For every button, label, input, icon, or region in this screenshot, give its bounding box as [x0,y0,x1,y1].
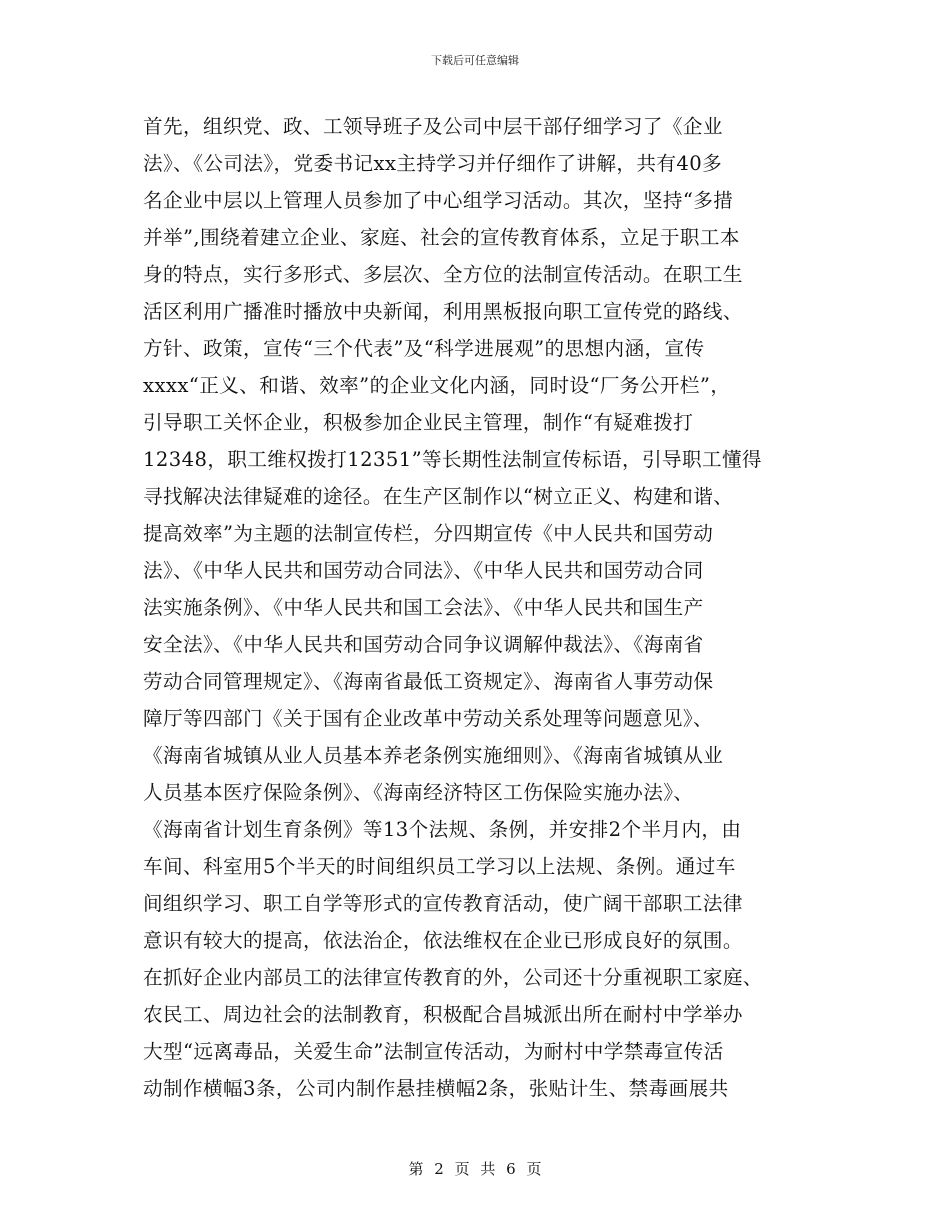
text-line-7: 方针、政策，宣传“三个代表”及“科学进展观”的思想内涵，宣传 [143,337,705,360]
text-line-1: 首先，组织党、政、工领导班子及公司中层干部仔细学习了《企业 [143,115,723,138]
text-line-27: 动制作横幅3条，公司内制作悬挂横幅2条，张贴计生、禁毒画展共 [143,1077,729,1100]
document-body [143,108,811,1107]
text-line-2: 法》、《公司法》，党委书记xx主持学习并仔细作了讲解，共有40多 [143,152,723,175]
text-line-8: xxxx“正义、和谐、效率”的企业文化内涵，同时设“厂务公开栏”， [143,374,731,397]
text-line-15: 安全法》、《中华人民共和国劳动合同争议调解仲裁法》、《海南省 [143,633,704,656]
text-line-26: 大型“远离毒品，关爱生命”法制宣传活动，为耐村中学禁毒宣传活 [143,1040,724,1063]
text-line-13: 法》、《中华人民共和国劳动合同法》、《中华人民共和国劳动合同 [143,559,704,582]
text-line-20: 《海南省计划生育条例》等13个法规、条例，并安排2个半月内，由 [143,818,742,841]
text-line-3: 名企业中层以上管理人员参加了中心组学习活动。其次，坚持“多措 [143,189,734,212]
text-line-18: 《海南省城镇从业人员基本养老条例实施细则》、《海南省城镇从业 [143,744,724,767]
text-line-12: 提高效率”为主题的法制宣传栏，分四期宣传《中人民共和国劳动 [143,522,714,545]
text-line-14: 法实施条例》、《中华人民共和国工会法》、《中华人民共和国生产 [143,596,704,619]
text-line-16: 劳动合同管理规定》、《海南省最低工资规定》、海南省人事劳动保 [143,670,714,693]
text-line-9: 引导职工关怀企业，积极参加企业民主管理，制作“有疑难拨打 [143,411,694,434]
text-line-25: 农民工、周边社会的法制教育，积极配合昌城派出所在耐村中学举办 [143,1003,743,1026]
page-number-footer: 第 2 页 共 6 页 [408,1160,542,1178]
text-line-17: 障厅等四部门《关于国有企业改革中劳动关系处理等问题意见》、 [143,707,714,730]
text-line-10: 12348，职工维权拨打12351”等长期性法制宣传标语，引导职工懂得 [143,448,762,471]
text-line-4: 并举”,围绕着建立企业、家庭、社会的宣传教育体系，立足于职工本 [143,226,740,249]
text-line-6: 活区利用广播准时播放中央新闻，利用黑板报向职工宣传党的路线、 [143,300,743,323]
page-header: 下载后可任意编辑 [431,54,519,67]
text-line-19: 人员基本医疗保险条例》、《海南经济特区工伤保险实施办法》、 [143,781,694,804]
text-line-22: 间组织学习、职工自学等形式的宣传教育活动，使广阔干部职工法律 [143,892,743,915]
text-line-11: 寻找解决法律疑难的途径。在生产区制作以“树立正义、构建和谐、 [143,485,734,508]
text-line-24: 在抓好企业内部员工的法律宣传教育的外，公司还十分重视职工家庭、 [143,966,763,989]
text-line-5: 身的特点，实行多形式、多层次、全方位的法制宣传活动。在职工生 [143,263,743,286]
text-line-23: 意识有较大的提高，依法治企，依法维权在企业已形成良好的氛围。 [143,929,743,952]
text-line-21: 车间、科室用5个半天的时间组织员工学习以上法规、条例。通过车 [143,855,736,878]
